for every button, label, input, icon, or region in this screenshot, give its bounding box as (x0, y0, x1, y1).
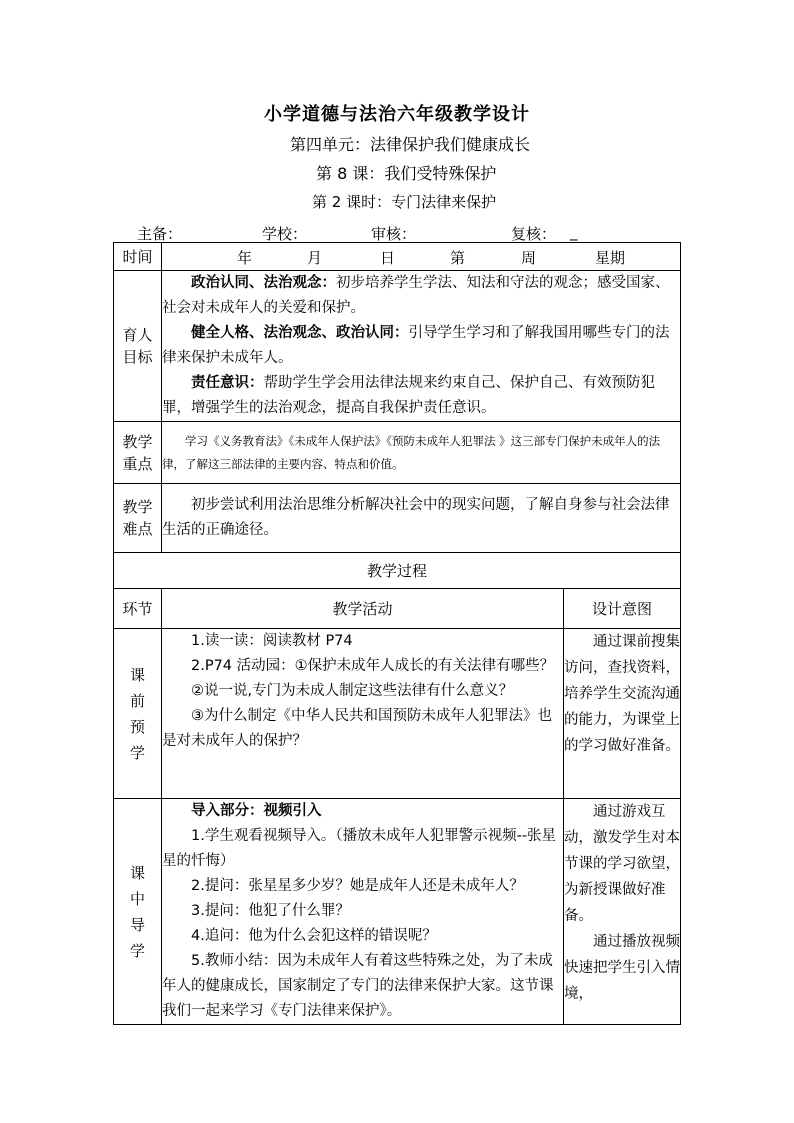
weekday-label: 星期 (595, 249, 626, 267)
activity-item: ③为什么制定《中华人民共和国预防未成年人犯罪法》也是对未成年人的保护？ (162, 708, 552, 749)
goals-label-line2: 目标 (122, 348, 153, 366)
difficulties-text: 初步尝试利用法治思维分析解决社会中的现实问题，了解自身参与社会法律生活的正确途径。 (162, 497, 670, 538)
goal-item (162, 271, 680, 321)
period-title: 第 2 课时：专门法律来保护 (312, 193, 497, 211)
goal-text: 引导学生学习和了解我国用哪些专门的法律来保护未成年人。 (162, 325, 670, 366)
pre-class-intent (564, 629, 681, 799)
difficulties-label-line2: 难点 (122, 520, 153, 538)
in-class-stage (114, 799, 162, 1025)
difficulties-label (114, 484, 162, 553)
key-points-label-line1: 教学 (122, 432, 153, 451)
stage-char: 学 (129, 941, 145, 960)
stage-char: 预 (129, 717, 145, 736)
activity-item: 2.P74 活动园：①保护未成年人成长的有关法律有哪些？ (191, 658, 555, 674)
week-prefix-label: 第 (450, 249, 466, 267)
goals-row (114, 271, 681, 422)
time-row (114, 243, 681, 271)
key-points-text: 学习《义务教育法》《未成年人保护法》《预防未成年人犯罪法 》这三部专门保护未成年人的法律，了解这三部法律的主要内容、特点和价值。 (162, 433, 661, 471)
key-points-row (114, 422, 681, 484)
year-label: 年 (237, 249, 253, 267)
intent-text: 通过游戏互动，激发学生对本节课的学习欲望，为新授课做好准备。 (564, 804, 680, 924)
lesson-title: 第 8 课：我们受特殊保护 (316, 164, 497, 183)
lesson-plan-table (113, 242, 681, 1025)
stage-column-header: 环节 (114, 589, 162, 629)
goals-label (114, 271, 162, 422)
process-header-row (114, 589, 681, 629)
process-title: 教学过程 (114, 553, 681, 589)
activity-item: 3.提问：他犯了什么罪？ (191, 903, 350, 919)
unit-title: 第四单元：法律保护我们健康成长 (290, 135, 531, 154)
pre-class-stage (114, 629, 162, 799)
stage-char: 导 (129, 915, 145, 934)
activity-item: 1.学生观看视频导入。（播放未成年人犯罪警示视频--张星星的忏悔） (162, 828, 557, 869)
stage-char: 前 (129, 691, 145, 710)
key-points-label-line2: 重点 (122, 454, 153, 473)
goal-heading: 政治认同、法治观念： (191, 275, 336, 291)
checker-blank: _ (570, 223, 578, 241)
reviewer-label: 审核： (371, 225, 417, 243)
goal-item (162, 321, 680, 371)
school-label: 学校： (262, 225, 308, 243)
activity-item: ②说一说,专门为未成人制定这些法律有什么意义？ (191, 683, 514, 699)
activity-item: 5.教师小结：因为未成年人有着这些特殊之处，为了未成年人的健康成长，国家制定了专门的法律来保护大家。这节课我们一起来学习《专门法律来保护》。 (162, 953, 554, 1019)
goal-text: 帮助学生学会用法律法规来约束自己、保护自己、有效预防犯罪，增强学生的法治观念，提高自我保护责任意识。 (162, 375, 655, 416)
stage-char: 课 (129, 665, 145, 684)
time-fields (162, 243, 681, 271)
intent-text: 通过播放视频快速把学生引入情境， (564, 934, 680, 1002)
activity-item: 4.追问：他为什么会犯这样的错误呢？ (191, 928, 437, 944)
activity-item: 2.提问：张星星多少岁？她是成年人还是未成年人？ (191, 878, 524, 894)
difficulties-content (162, 484, 681, 553)
pre-class-row (114, 629, 681, 799)
goal-item (162, 371, 680, 421)
in-class-activities (162, 799, 564, 1025)
pre-class-activities (162, 629, 564, 799)
stage-char: 学 (129, 743, 145, 762)
goal-text: 初步培养学生学法、知法和守法的观念；感受国家、社会对未成年人的关爱和保护。 (162, 275, 670, 316)
document-title: 小学道德与法治六年级教学设计 (264, 104, 530, 125)
goals-content (162, 271, 681, 422)
goal-heading: 责任意识： (191, 375, 264, 391)
in-class-intent (564, 799, 681, 1025)
month-label: 月 (307, 249, 323, 267)
time-label: 时间 (114, 243, 162, 271)
difficulties-row (114, 484, 681, 553)
stage-char: 课 (129, 863, 145, 882)
stage-char: 中 (129, 889, 145, 908)
checker-label: 复核： (511, 225, 557, 243)
activity-item: 1.读一读：阅读教材 P74 (191, 633, 353, 649)
goals-label-line1: 育人 (122, 326, 153, 344)
day-label: 日 (380, 249, 396, 267)
intent-text: 通过课前搜集访问，查找资料，培养学生交流沟通的能力，为课堂上的学习做好准备。 (564, 634, 680, 754)
key-points-content (162, 422, 681, 484)
activity-heading: 导入部分：视频引入 (191, 803, 322, 819)
in-class-row (114, 799, 681, 1025)
goal-heading: 健全人格、法治观念、政治认同： (191, 325, 409, 341)
author-label: 主备： (137, 225, 183, 243)
week-label: 周 (521, 249, 537, 267)
intent-column-header: 设计意图 (564, 589, 681, 629)
process-title-row (114, 553, 681, 589)
activity-column-header: 教学活动 (162, 589, 564, 629)
key-points-label (114, 422, 162, 484)
difficulties-label-line1: 教学 (122, 498, 153, 516)
